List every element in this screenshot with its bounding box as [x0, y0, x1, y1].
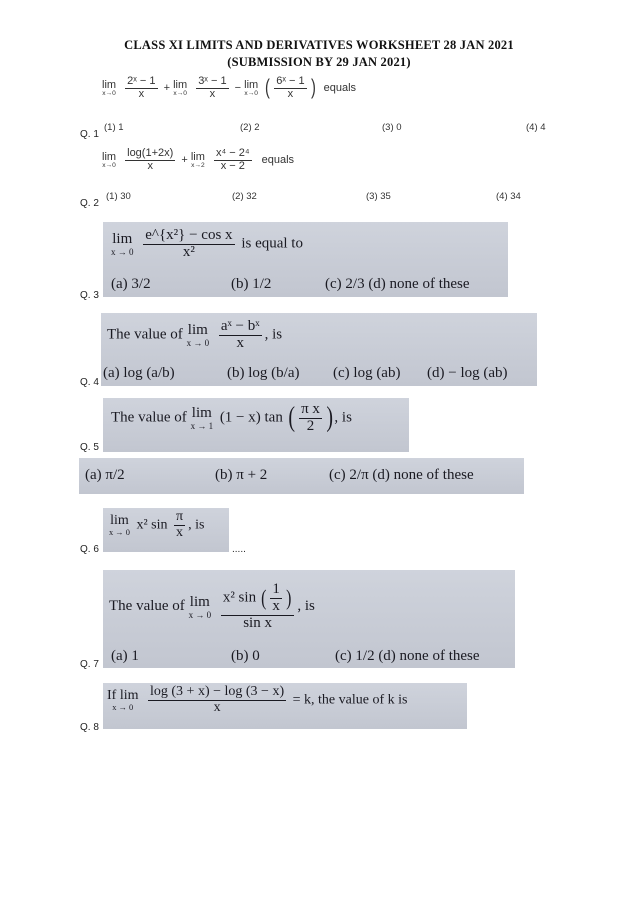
option-2: (2) 2 — [240, 122, 260, 133]
lim-sub: x→0 — [102, 89, 116, 97]
question-1-label: Q. 1 — [80, 129, 99, 140]
question-5-options-image — [79, 458, 524, 494]
lim-sub: x → 0 — [112, 702, 134, 712]
fraction — [174, 510, 185, 540]
frac-den: x — [176, 524, 184, 540]
tail-text: is equal to — [241, 235, 303, 252]
option-c-d: (c) 2/3 (d) none of these — [325, 276, 470, 292]
question-7-image — [103, 570, 515, 668]
tail-text: , is — [334, 409, 352, 426]
option-2: (2) 32 — [232, 191, 257, 202]
question-6-ellipsis: ..... — [232, 544, 246, 555]
fraction-2 — [214, 148, 252, 172]
option-4: (4) 4 — [526, 122, 546, 133]
limit — [191, 405, 214, 431]
fraction-2 — [196, 76, 228, 100]
fraction — [148, 685, 286, 715]
option-4: (4) 34 — [496, 191, 521, 202]
option-3: (3) 35 — [366, 191, 391, 202]
option-a: (a) π/2 — [85, 467, 125, 483]
frac-den: x — [147, 159, 153, 172]
inner-den: x — [272, 597, 280, 614]
limit — [187, 322, 210, 348]
equals-text: equals — [261, 153, 295, 166]
lim-word: lim — [102, 78, 117, 91]
option-a: (a) 3/2 — [111, 276, 151, 292]
equals-text: equals — [323, 81, 357, 94]
limit — [107, 688, 139, 712]
lead-text: The value of — [111, 409, 187, 426]
lim-word: lim — [102, 150, 117, 163]
fraction — [143, 228, 234, 261]
question-7-label: Q. 7 — [80, 659, 99, 670]
limit-2 — [173, 79, 187, 98]
frac-num: x⁴ − 2⁴ — [215, 147, 250, 159]
frac-num: x² sin ( $\frac{1}{x}$ ) — [221, 582, 295, 616]
frac-num: log(1+2x) — [127, 147, 174, 159]
frac-num: 3ˣ − 1 — [198, 75, 227, 87]
fraction-1 — [125, 148, 175, 172]
frac-num: π — [175, 509, 184, 524]
lim-sub: x→0 — [102, 161, 116, 169]
frac-num: e^{x²} − cos x — [145, 227, 233, 243]
lim-word: lim — [191, 405, 212, 422]
fraction — [219, 319, 262, 352]
tail-text: , is — [297, 598, 315, 615]
frac-den: x — [287, 87, 294, 100]
question-8-image — [103, 683, 467, 729]
lim-word: lim — [173, 78, 188, 91]
lim-word: lim — [190, 150, 205, 163]
worksheet-subtitle: (SUBMISSION BY 29 JAN 2021) — [227, 55, 411, 69]
limit-2 — [191, 151, 205, 170]
question-3-label: Q. 3 — [80, 290, 99, 301]
frac-den: x — [236, 334, 244, 351]
option-b: (b) 0 — [231, 648, 260, 664]
fraction-3 — [274, 76, 306, 100]
lead-text: The value of — [107, 326, 183, 343]
frac-num: 2ˣ − 1 — [127, 75, 156, 87]
frac-num: log (3 + x) − log (3 − x) — [150, 684, 285, 699]
question-5-image: The value of lim x → 1 (1 − x) tan ( $\frac{\text{π x}}{2}$ ), is — [103, 398, 409, 452]
fraction-1 — [125, 76, 157, 100]
fraction — [221, 582, 295, 631]
lim-word: lim — [244, 78, 259, 91]
frac-den: x − 2 — [220, 159, 245, 172]
fraction — [299, 402, 322, 435]
option-1: (1) 1 — [104, 122, 124, 133]
question-1-expression: lim x→0 $\frac{\text{2ˣ − 1}}{x}$ + lim x→0 $\frac{\text{3ˣ − 1}}{x}$ − lim x→0 ( $\frac{\text{6ˣ − 1}}{x}$ ) equals — [102, 75, 357, 100]
option-a: (a) log (a/b) — [103, 365, 175, 381]
limit — [189, 594, 212, 620]
lim-sub: x→0 — [173, 89, 187, 97]
lim-word: lim — [112, 231, 133, 248]
option-c-d: (c) 2/π (d) none of these — [329, 467, 474, 483]
question-3-image — [103, 222, 508, 297]
frac-den: x — [213, 699, 221, 715]
tail-text: , is — [188, 517, 205, 533]
question-1-options — [102, 122, 562, 136]
lim-sub: x → 0 — [188, 609, 212, 620]
expression: x² sin — [136, 517, 168, 533]
frac-den: x — [138, 87, 145, 100]
tail-text: , is — [264, 326, 283, 343]
lim-word: lim — [187, 322, 208, 339]
option-c: (c) log (ab) — [333, 365, 401, 381]
question-2-options — [102, 191, 562, 205]
expression: (1 − x) tan — [219, 409, 283, 426]
option-1: (1) 30 — [106, 191, 131, 202]
inner-num: 1 — [272, 581, 280, 597]
option-c-d: (c) 1/2 (d) none of these — [335, 648, 480, 664]
limit-1 — [102, 79, 116, 98]
frac-den: sin x — [243, 614, 272, 631]
lead-text: If lim — [107, 687, 139, 703]
frac-num: π x — [301, 401, 320, 417]
option-d: (d) − log (ab) — [427, 365, 508, 381]
limit-3 — [244, 79, 258, 98]
question-2-expression: lim x→0 $\frac{\log(1+2x)}{x}$ + lim x→2 $\frac{\text{x⁴ − 2⁴}}{x - 2}$ equals — [102, 147, 295, 172]
lim-sub: x → 0 — [186, 338, 210, 349]
option-a: (a) 1 — [111, 648, 139, 664]
lim-sub: x→0 — [244, 89, 258, 97]
lim-word: lim — [189, 593, 210, 610]
tail-text: = k, the value of k is — [292, 692, 408, 708]
frac-den: x — [209, 87, 216, 100]
question-4-image — [101, 313, 537, 386]
option-b: (b) 1/2 — [231, 276, 272, 292]
question-4-label: Q. 4 — [80, 377, 99, 388]
lim-sub: x → 0 — [111, 247, 134, 258]
frac-den: 2 — [306, 417, 315, 434]
worksheet-title: CLASS XI LIMITS AND DERIVATIVES WORKSHEET 28 JAN 2021 — [124, 38, 514, 52]
question-6-image — [103, 508, 229, 552]
inner-fraction — [270, 582, 282, 615]
frac-num: aˣ − bˣ — [220, 318, 260, 334]
option-b: (b) π + 2 — [215, 467, 268, 483]
question-2-label: Q. 2 — [80, 198, 99, 209]
limit — [109, 513, 130, 537]
option-3: (3) 0 — [382, 122, 402, 133]
limit — [111, 231, 134, 257]
lim-sub: x → 1 — [190, 421, 214, 432]
lim-sub: x → 0 — [109, 527, 130, 537]
lead-text: The value of — [109, 598, 185, 615]
question-8-label: Q. 8 — [80, 722, 99, 733]
question-6-label: Q. 6 — [80, 544, 99, 555]
question-5-label: Q. 5 — [80, 442, 99, 453]
option-b: (b) log (b/a) — [227, 365, 300, 381]
lim-word: lim — [110, 512, 129, 528]
limit-1 — [102, 151, 116, 170]
frac-num: 6ˣ − 1 — [276, 75, 305, 87]
lim-sub: x→2 — [191, 161, 205, 169]
frac-den: x² — [182, 243, 195, 260]
